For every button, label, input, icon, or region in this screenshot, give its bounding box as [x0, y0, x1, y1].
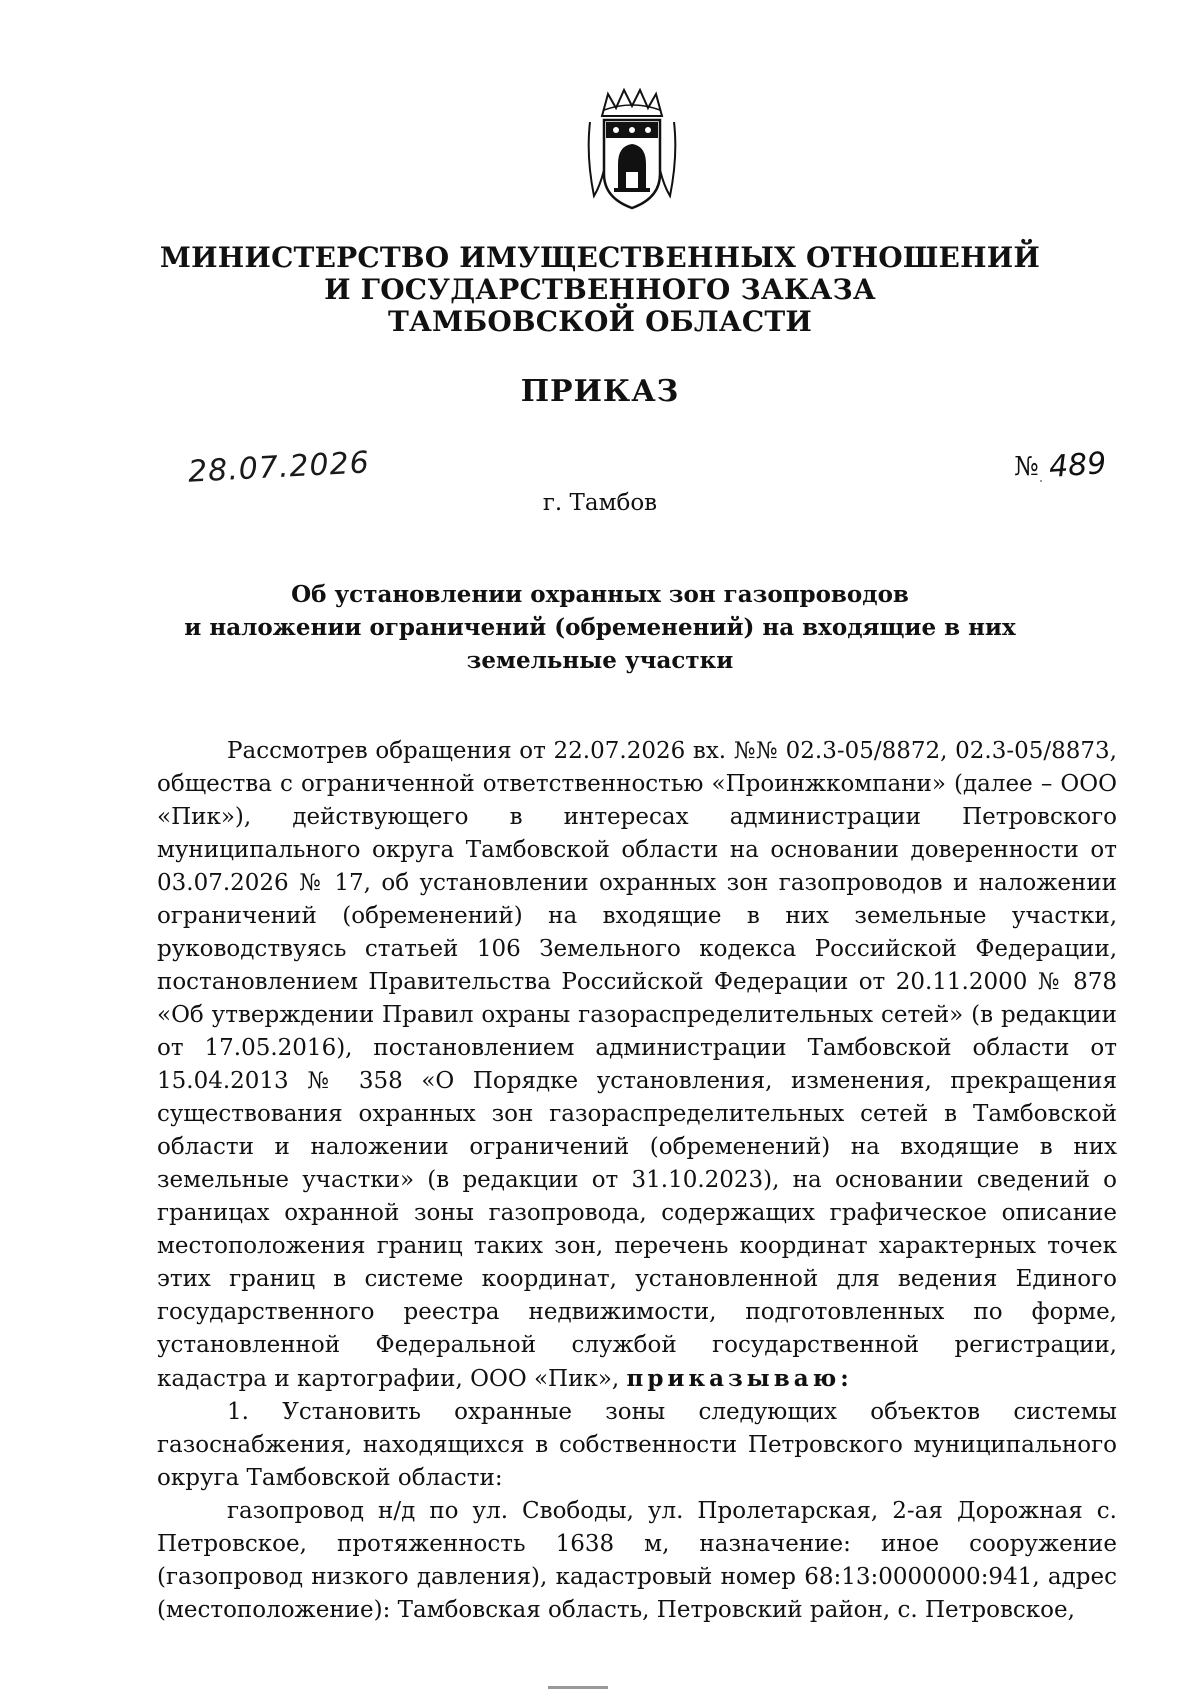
number-label: № [1014, 452, 1039, 482]
document-subject [0, 578, 1200, 677]
paragraph-pipeline: газопровод н/д по ул. Свободы, ул. Пролетарская, 2-ая Дорожная с. Петровское, протяженность 1638 м, назначение: иное сооружение (газопровод низкого давления), кадастровый номер 68:13:0000000:941, адрес (местоположение): Тамбовская область, Петровский район, с. Петровское, [157, 1498, 1117, 1623]
ministry-name [0, 242, 1200, 338]
paragraph-preamble [157, 735, 1117, 1396]
ministry-line-1: МИНИСТЕРСТВО ИМУЩЕСТВЕННЫХ ОТНОШЕНИЙ [159, 241, 1041, 274]
document-type: ПРИКАЗ [520, 374, 680, 409]
subject-line-3: земельные участки [466, 647, 734, 674]
scan-artifact [1040, 480, 1042, 482]
tambov-coat-of-arms-icon [582, 86, 682, 216]
preamble-text: Рассмотрев обращения от 22.07.2026 вх. №№ 02.3-05/8872, 02.3-05/8873, общества с ограниченной ответственностью «Проинжкомпани» (далее – ООО «Пик»), действующего в интересах администрации Петровского муниципального округа Тамбовской области на основании доверенности от 03.07.2026 № 17, об установлении охранных зон газопроводов и наложении ограничений (обременений) на входящие в них земельные участки, руководствуясь статьей 106 Земельного кодекса Российской Федерации, постановлением Правительства Российской Федерации от 20.11.2000 № 878 «Об утверждении Правил охраны газораспределительных сетей» (в редакции от 17.05.2016), постановлением администрации Тамбовской области от 15.04.2013 № 358 «О Порядке установления, изменения, прекращения существования охранных зон газораспределительных сетей в Тамбовской области и наложении ограничений (обременений) на входящие в них земельные участки» (в редакции от 31.10.2023), на основании сведений о границах охранной зоны газопровода, содержащих графическое описание местоположения границ таких зон, перечень координат характерных точек этих границ в системе координат, установленной для ведения Единого государственного реестра недвижимости, подготовленных по форме, установленной Федеральной службой государственной регистрации, кадастра и картографии, ООО «Пик», [157, 738, 1117, 1392]
handwritten-date: 28.07.2026 [187, 445, 371, 490]
handwritten-number: 489 [1047, 446, 1108, 485]
subject-line-1: Об установлении охранных зон газопроводов [291, 581, 909, 608]
scan-artifact [548, 1686, 608, 1689]
document-body [157, 735, 1117, 1627]
ministry-line-3: ТАМБОВСКОЙ ОБЛАСТИ [387, 305, 813, 338]
city: г. Тамбов [542, 490, 658, 516]
paragraph-item-1: 1. Установить охранные зоны следующих объектов системы газоснабжения, находящихся в собственности Петровского муниципального округа Тамбовской области: [157, 1399, 1117, 1491]
order-word: приказываю: [626, 1365, 853, 1392]
ministry-line-2: И ГОСУДАРСТВЕННОГО ЗАКАЗА [324, 273, 876, 306]
subject-line-2: и наложении ограничений (обременений) на входящие в них [184, 614, 1016, 641]
document-number [1014, 448, 1106, 483]
